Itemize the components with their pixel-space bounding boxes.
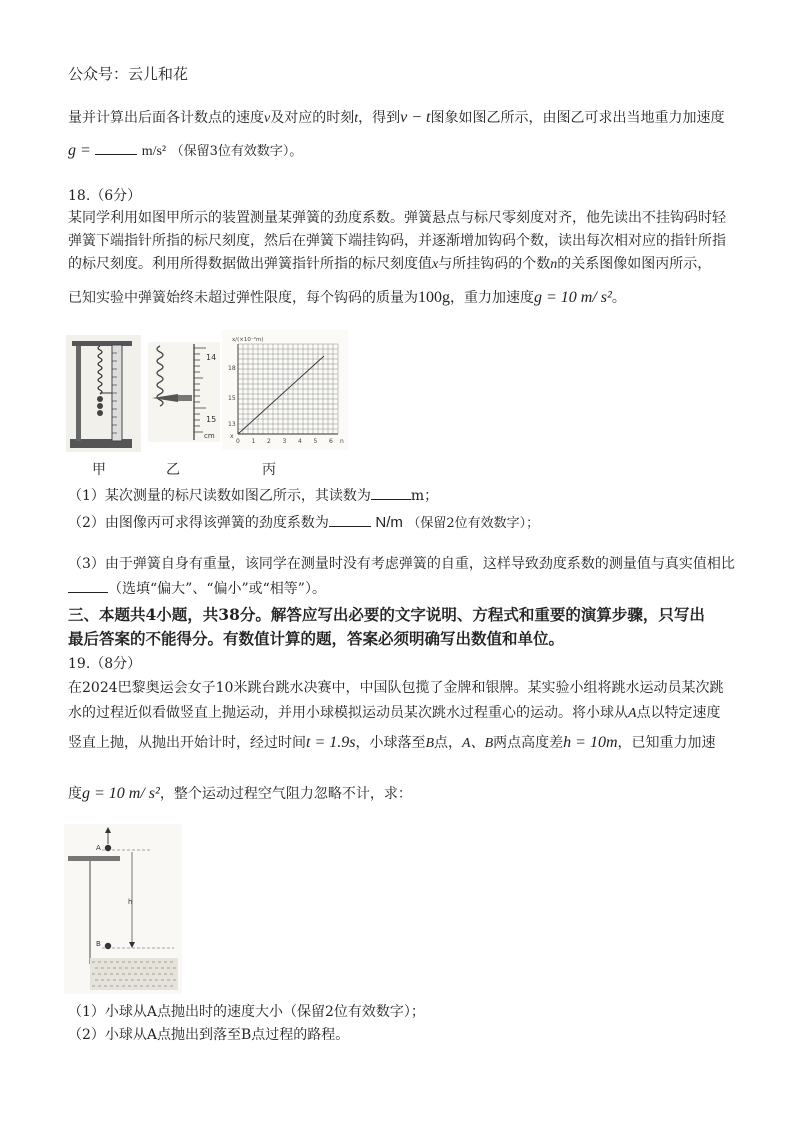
- ball-a: [105, 845, 111, 851]
- figure-ruler: [148, 342, 220, 442]
- q18-p2: 弹簧下端指针所指的标尺刻度，然后在弹簧下端挂钩码，并逐渐增加钩码个数，读出每次相对应的指针所指: [68, 233, 726, 249]
- q18-p3: 的标尺刻度。利用所得数据做出弹簧指针所指的标尺刻度值x与所挂钩码的个数n的关系图像如图丙所示，: [68, 256, 712, 272]
- graph-y-label: x/(×10⁻²m): [232, 337, 264, 343]
- ball-b: [105, 943, 111, 949]
- label-h: h: [128, 898, 133, 906]
- figure-graph: [222, 330, 348, 450]
- watermark-text: 公众号：云儿和花: [68, 65, 189, 83]
- q19-sub1: （1）小球从A点抛出时的速度大小（保留2位有效数字）；: [68, 1004, 425, 1020]
- q17-line1: 量并计算出后面各计数点的速度v及对应的时刻t，得到v − t图象如图乙所示，由图乙可求出当地重力加速度: [68, 109, 725, 126]
- section3-line2: 最后答案的不能得分。有数值计算的题，答案必须明确写出数值和单位。: [68, 629, 565, 648]
- graph-y-tick-13: 13: [228, 421, 236, 428]
- answer-blank-2[interactable]: [329, 512, 371, 527]
- label-b: B: [96, 940, 101, 948]
- fig-label-bing: 丙: [262, 462, 276, 478]
- graph-y-tick-15: 15: [228, 395, 236, 402]
- answer-blank-1[interactable]: [371, 485, 411, 500]
- graph-x-tick: 3: [282, 438, 287, 445]
- figure-apparatus: [66, 335, 141, 452]
- graph-x-tick: 1: [251, 438, 256, 445]
- ruler-unit: cm: [204, 432, 215, 440]
- q19-number: 19.（8分）: [68, 656, 142, 672]
- q18-p4: 已知实验中弹簧始终未超过弹性限度，每个钩码的质量为100g，重力加速度g = 10 m/ s²。: [68, 289, 626, 306]
- q18-sub3-line2: （选填“偏大”、“偏小”或“相等”）。: [68, 578, 326, 599]
- answer-blank-3[interactable]: [68, 578, 108, 593]
- q18-sub1: （1）某次测量的标尺读数如图乙所示，其读数为 m；: [68, 485, 438, 506]
- q18-sub3-line1: （3）由于弹簧自身有重量，该同学在测量时没有考虑弹簧的自重，这样导致劲度系数的测量值与真实值相比: [68, 556, 735, 572]
- graph-x-tick: 4: [298, 438, 302, 445]
- graph-x-tick: 0: [236, 438, 240, 445]
- q19-p1: 在2024巴黎奥运会女子10米跳台跳水决赛中，中国队包揽了金牌和银牌。某实验小组将跳水运动员某次跳: [68, 680, 724, 696]
- q19-p4: 度g = 10 m/ s²，整个运动过程空气阻力忽略不计，求：: [68, 785, 412, 802]
- graph-x-tick: 6: [329, 438, 333, 445]
- q18-sub2: （2）由图像丙可求得该弹簧的劲度系数为 N/m （保留2位有效数字）；: [68, 514, 540, 531]
- answer-blank[interactable]: [95, 140, 137, 155]
- graph-x-tick: 2: [267, 438, 271, 445]
- graph-x-tick: 5: [313, 438, 318, 445]
- q19-sub2: （2）小球从A点抛出到落至B点过程的路程。: [68, 1027, 350, 1043]
- q19-p3: 竖直上抛，从抛出开始计时，经过时间t = 1.9s，小球落至B点，A、B两点高度差h = 10m，已知重力加速: [68, 734, 716, 751]
- ruler-tick-14: 14: [206, 353, 217, 362]
- platform: [68, 856, 120, 861]
- label-a: A: [96, 844, 101, 852]
- fig-label-jia: 甲: [92, 462, 106, 478]
- q18-p1: 某同学利用如图甲所示的装置测量某弹簧的劲度系数。弹簧悬点与标尺零刻度对齐，他先读出不挂钩码时轻: [68, 210, 726, 226]
- q17-line2: g = m/s² （保留3位有效数字）。: [68, 142, 303, 159]
- ruler-tick-15: 15: [206, 415, 217, 424]
- figure-diving: [64, 824, 182, 994]
- q18-number: 18.（6分）: [68, 188, 142, 204]
- section3-line1: 三、本题共4小题，共38分。解答应写出必要的文字说明、方程式和重要的演算步骤，只写出: [68, 605, 705, 624]
- graph-x-label: n: [340, 438, 344, 445]
- graph-origin-label: x: [230, 433, 234, 440]
- q19-p2: 水的过程近似看做竖直上抛运动，并用小球模拟运动员某次跳水过程重心的运动。将小球从A点以特定速度: [68, 705, 721, 721]
- graph-y-tick-18: 18: [228, 365, 236, 372]
- fig-label-yi: 乙: [166, 462, 180, 478]
